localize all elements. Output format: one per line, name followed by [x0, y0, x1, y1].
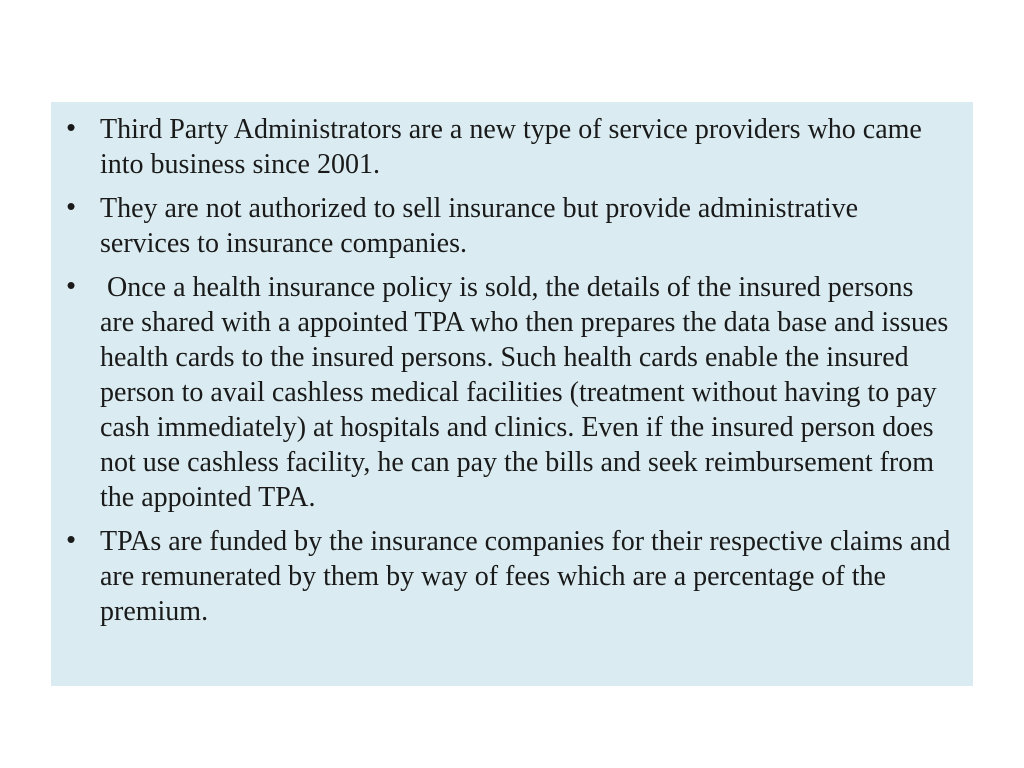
bullet-list [51, 112, 973, 638]
bullet-dot-icon: • [66, 270, 76, 300]
bullet-dot-icon: • [66, 524, 76, 554]
content-box [51, 102, 973, 686]
bullet-item-1 [51, 112, 973, 182]
bullet-text-2: They are not authorized to sell insurance but provide administrative services to insurance companies. [100, 193, 866, 259]
bullet-item-4 [51, 524, 973, 629]
bullet-dot-icon: • [66, 191, 76, 221]
bullet-item-2 [51, 191, 973, 261]
bullet-text-1: Third Party Administrators are a new type of service providers who came into business since 2001. [100, 114, 929, 180]
bullet-item-3 [51, 270, 973, 515]
bullet-text-4: TPAs are funded by the insurance companies for their respective claims and are remunerated by them by way of fees which are a percentage of the premium. [100, 526, 958, 627]
bullet-text-3: Once a health insurance policy is sold, the details of the insured persons are shared with a appointed TPA who then prepares the data base and issues health cards to the insured persons. Such health cards enable the insured person to avail cashless medical facilities (treatment without having to pay cash immediately) at hospitals and clinics. Even if the insured person does not use cashless facility, he can pay the bills and seek reimbursement from the appointed TPA. [100, 272, 956, 513]
bullet-dot-icon: • [66, 112, 76, 142]
